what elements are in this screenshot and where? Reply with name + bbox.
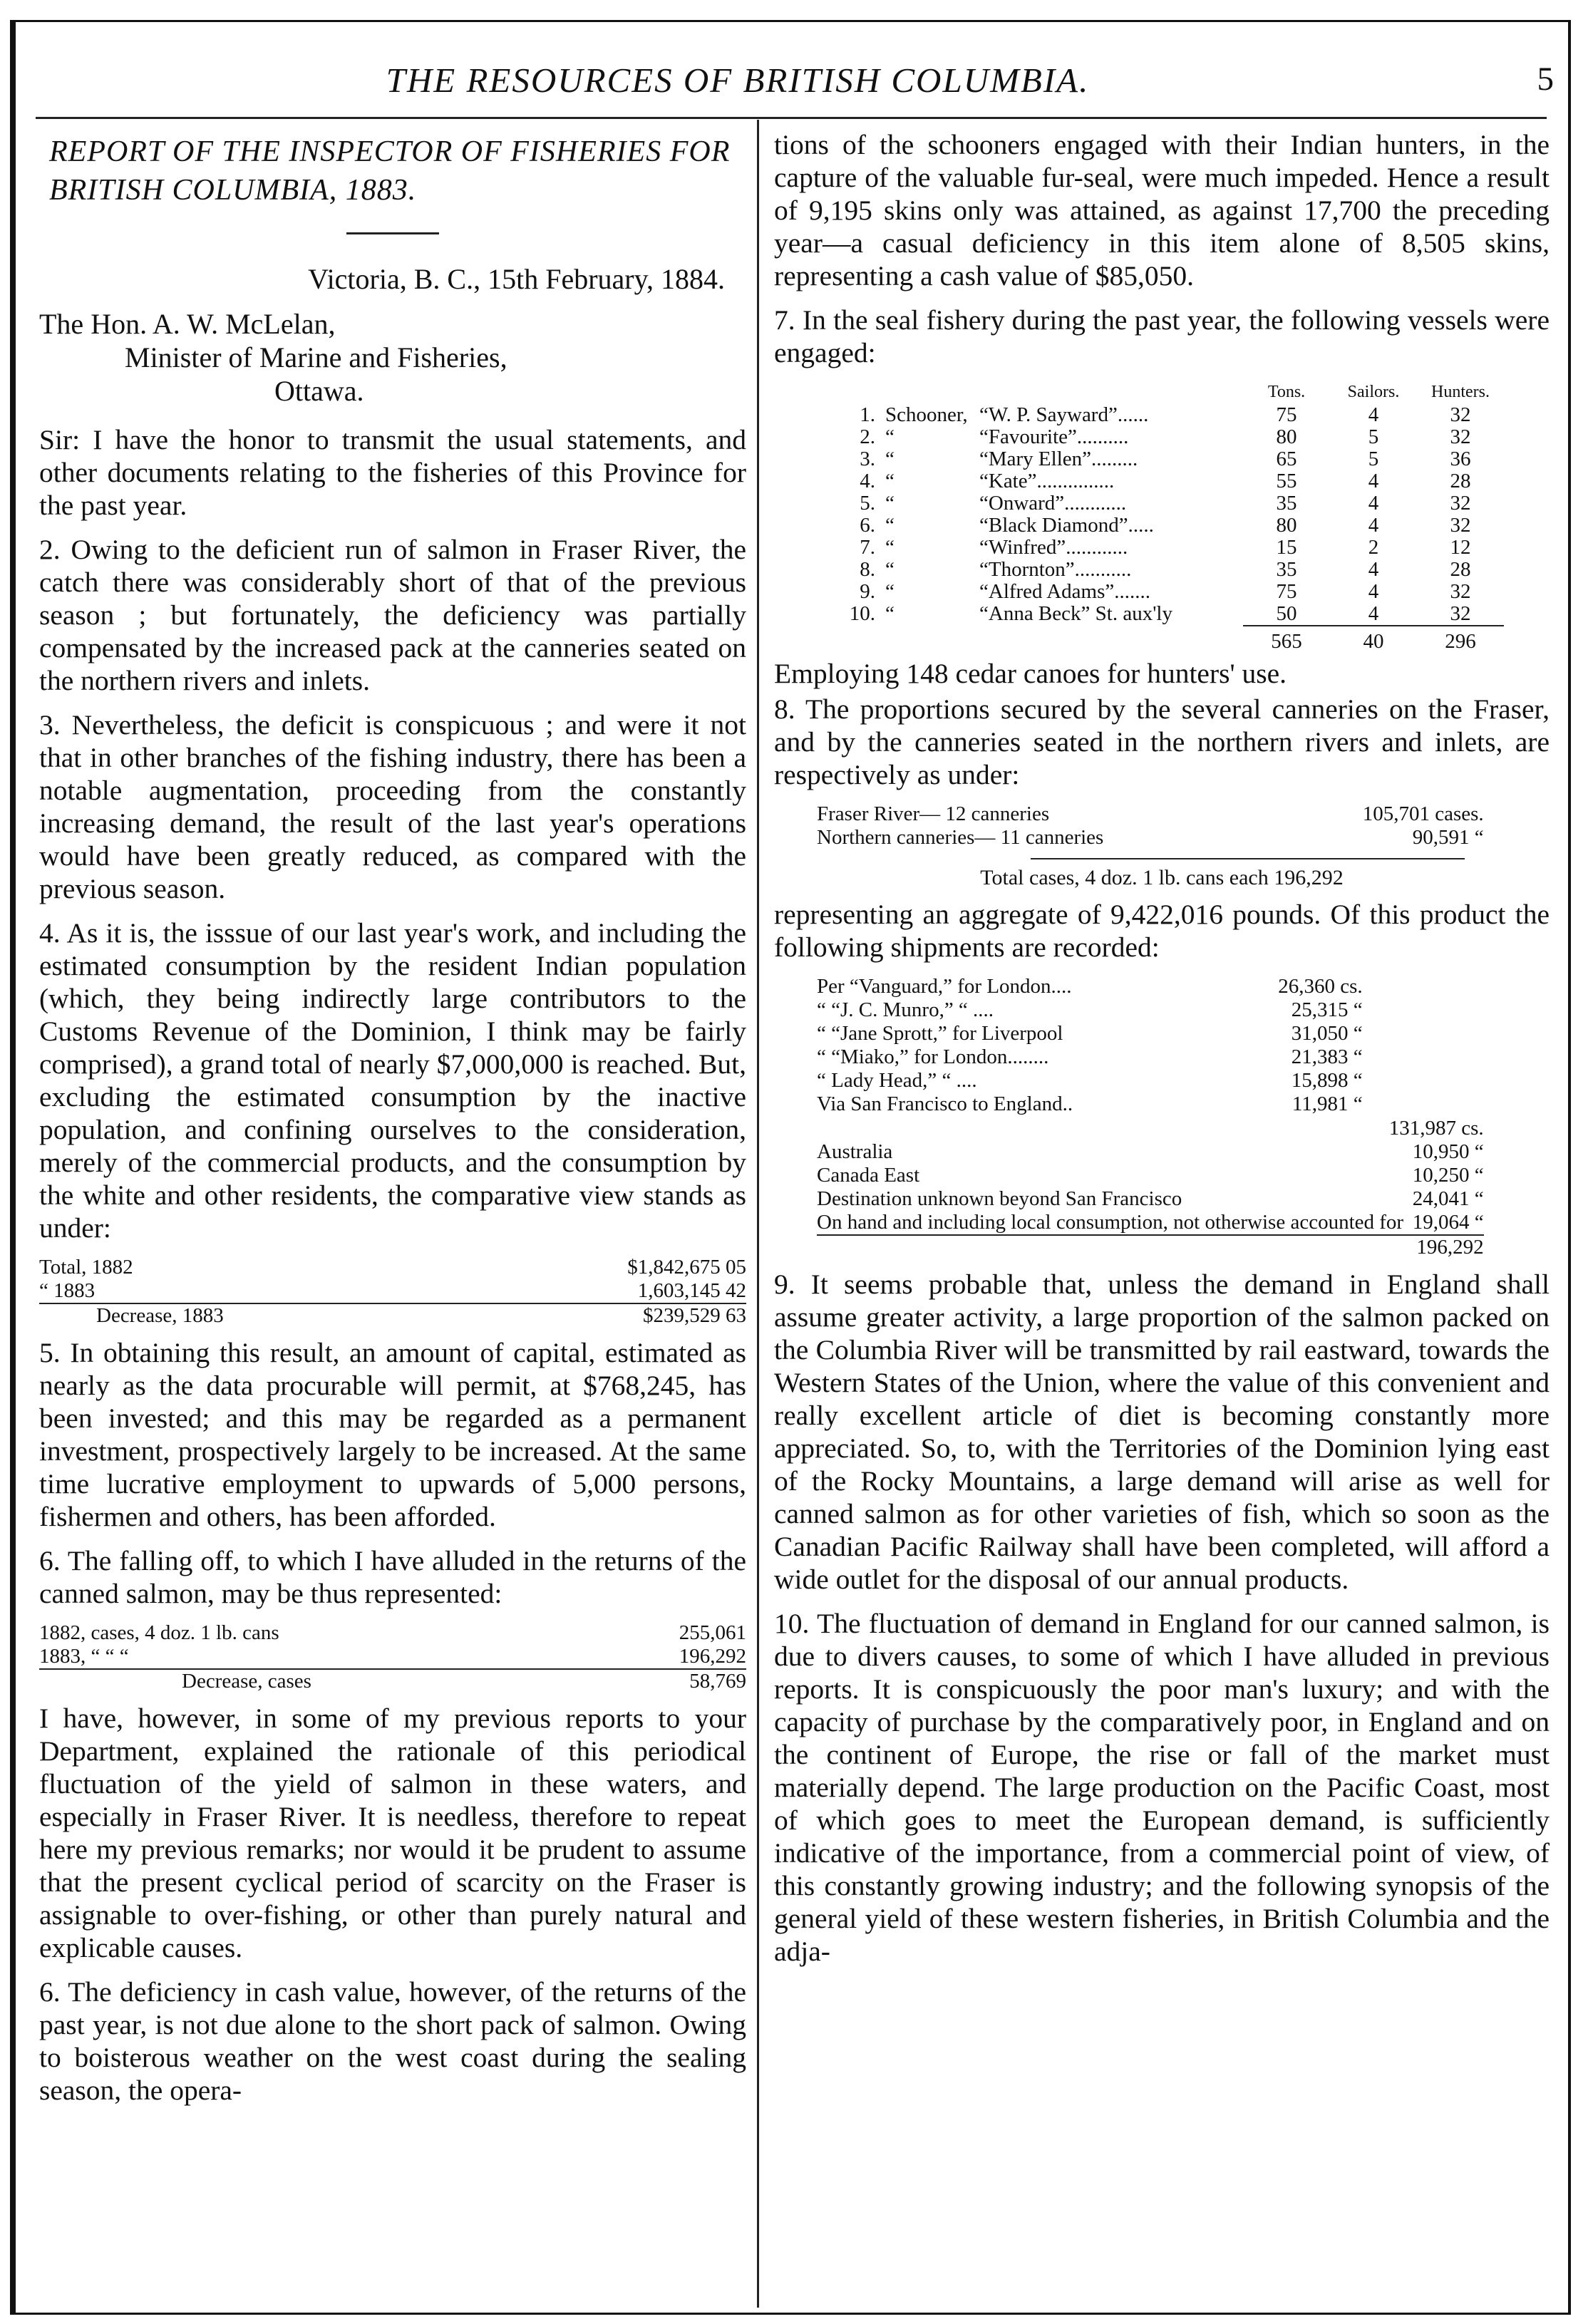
vessel-name: “Alfred Adams”....... [979, 580, 1150, 603]
paragraph-2: 2. Owing to the deficient run of salmon in Fraser River, the catch there was considerably short of that of the previous season ; but fortunately, the deficiency was partially compensated by the increased pack at the canneries seated on the northern rivers and inlets. [39, 534, 746, 696]
shipments-subtotal: 131,987 cs. [1388, 1117, 1484, 1140]
row-value: 105,701 cases. [1362, 802, 1484, 825]
vessel-hunters: 32 [1450, 425, 1471, 448]
vessel-number: 4. [860, 470, 875, 492]
table-row [824, 603, 1504, 626]
shipment-value: 31,050 “ [1291, 1022, 1363, 1045]
table-row [817, 1187, 1484, 1211]
vessel-type: “ [885, 536, 895, 559]
vessel-tons: 75 [1276, 580, 1297, 603]
row-value: 255,061 [679, 1621, 746, 1644]
row-label: Northern canneries— 11 canneries [817, 826, 1104, 849]
vessel-sailors: 4 [1368, 403, 1379, 426]
dateline: Victoria, B. C., 15th February, 1884. [308, 263, 725, 295]
addressee-city: Ottawa. [274, 375, 364, 407]
table-row [824, 537, 1504, 559]
total-value: 58,769 [607, 1669, 746, 1693]
vessel-sailors: 4 [1368, 558, 1379, 581]
row-value: $1,842,675 05 [627, 1256, 746, 1279]
destination-value: 10,250 “ [1412, 1164, 1484, 1187]
table-total-row [39, 1669, 746, 1693]
vessel-sailors: 4 [1368, 470, 1379, 492]
total-label: Decrease, 1883 [39, 1303, 469, 1328]
canneries-rule [1031, 858, 1465, 859]
shipment-label: Via San Francisco to England.. [817, 1093, 1073, 1115]
paragraph-salutation: Sir: I have the honor to transmit the usual statements, and other documents relating to the fisheries of this Province for the past year. [39, 424, 746, 521]
paragraph-deficiency: 6. The deficiency in cash value, however, of the returns of the past year, is not due alone to the short pack of salmon. Owing to boisterous weather on the west coast during the sealing season, the opera- [39, 1976, 746, 2106]
vessel-hunters: 28 [1450, 470, 1471, 492]
destination-label: Destination unknown beyond San Francisco [817, 1187, 1182, 1210]
vessel-number: 5. [860, 492, 875, 515]
vessel-tons: 15 [1276, 536, 1297, 559]
table-row [817, 975, 1484, 998]
row-label: “ 1883 [39, 1279, 96, 1302]
column-header-tons: Tons. [1267, 383, 1306, 401]
table-row [817, 1211, 1484, 1235]
vessel-name: “Black Diamond”..... [979, 514, 1154, 537]
table-row [824, 515, 1504, 537]
paragraph-4: 4. As it is, the isssue of our last year's work, and including the estimated consumption by the resident Indian population (which, they being indirectly large contributors to the Customs Revenue of the Dominion, I think may be fairly comprised), a grand total of nearly $7,000,000 is reached. But, excluding the estimated consumption by the inactive population, and confining ourselves to the consideration, merely of the commercial products, and the consumption by the white and other residents, the comparative view stands as under: [39, 917, 746, 1244]
vessel-type: “ [885, 580, 895, 603]
table-row [817, 826, 1484, 849]
destination-label: On hand and including local consumption, not otherwise accounted for [817, 1211, 1404, 1234]
row-label: 1882, cases, 4 doz. 1 lb. cans [39, 1621, 279, 1644]
canneries-total: Total cases, 4 doz. 1 lb. cans each 196,292 [980, 866, 1344, 889]
vessel-number: 2. [860, 425, 875, 448]
paragraph-aggregate: representing an aggregate of 9,422,016 pounds. Of this product the following shipments are recorded: [774, 899, 1550, 963]
vessel-type: “ [885, 492, 895, 515]
addressee-name: The Hon. A. W. McLelan, [39, 308, 336, 340]
total-value: $239,529 63 [469, 1303, 746, 1328]
vessel-hunters: 32 [1450, 514, 1471, 537]
shipment-label: “ Lady Head,” “ .... [817, 1069, 977, 1092]
addressee-office: Minister of Marine and Fisheries, [125, 341, 507, 373]
row-value: 1,603,145 42 [637, 1279, 746, 1302]
table-row [817, 1069, 1484, 1093]
table-row [39, 1621, 746, 1645]
canneries-table [817, 802, 1484, 849]
vessel-sailors: 5 [1368, 448, 1379, 470]
vessel-tons: 80 [1276, 425, 1297, 448]
table-row [39, 1279, 746, 1303]
total-tons: 565 [1243, 626, 1330, 653]
table-row [39, 1645, 746, 1669]
shipment-label: “ “Jane Sprott,” for Liverpool [817, 1022, 1063, 1045]
table-row [39, 1256, 746, 1279]
shipment-label: “ “Miako,” for London........ [817, 1045, 1049, 1068]
vessel-name: “Mary Ellen”......... [979, 448, 1138, 470]
vessel-type: “ [885, 514, 895, 537]
grand-total: 196,292 [1411, 1235, 1483, 1259]
header-rule [36, 117, 1547, 119]
row-label: Total, 1882 [39, 1256, 133, 1279]
vessel-hunters: 32 [1450, 403, 1471, 426]
vessel-tons: 65 [1276, 448, 1297, 470]
left-column [39, 128, 746, 2118]
vessel-tons: 35 [1276, 492, 1297, 515]
vessel-sailors: 4 [1368, 492, 1379, 515]
paragraph-9: 9. It seems probable that, unless the demand in England shall assume greater activity, a large proportion of the salmon packed on the Columbia River will be transmitted by rail eastward, towards the Western States of the Union, where the value of this convenient and really excellent article of diet is becoming constantly more appreciated. So, to, with the Territories of the Dominion lying east of the Rocky Mountains, a large demand will arise as well for canned salmon as for other varieties of fish, which so soon as the Canadian Pacific Railway shall have been completed, will afford a wide outlet for the disposal of our annual products. [774, 1269, 1550, 1595]
vessel-hunters: 12 [1450, 536, 1471, 559]
paragraph-canoes: Employing 148 cedar canoes for hunters' use. [774, 658, 1287, 689]
table-row [824, 470, 1504, 492]
vessel-number: 9. [860, 580, 875, 603]
running-title: THE RESOURCES OF BRITISH COLUMBIA. [386, 61, 1090, 100]
vessel-hunters: 28 [1450, 558, 1471, 581]
shipments-table [817, 975, 1484, 1116]
paragraph-6: 6. The falling off, to which I have alluded in the returns of the canned salmon, may be thus represented: [39, 1545, 746, 1609]
vessel-type: “ [885, 448, 895, 470]
vessel-name: “Anna Beck” St. aux'ly [979, 602, 1172, 625]
vessel-type: “ [885, 470, 895, 492]
vessel-type: Schooner, [885, 403, 968, 426]
table-total-row [817, 1235, 1484, 1259]
table-row [817, 1022, 1484, 1045]
vessel-number: 1. [860, 403, 875, 426]
paragraph-10: 10. The fluctuation of demand in England for our canned salmon, is due to divers causes, to some of which I have alluded in previous reports. It is conspicuously the poor man's luxury; and with the capacity of purchase by the comparatively poor, in England and on the continent of Europe, the rise or fall of the market must materially depend. The large production on the Pacific Coast, most of which goes to meet the European demand, is sufficiently indicative of the importance, from a commercial point of view, of this constantly growing industry; and the following synopsis of the general yield of these western fisheries, in British Columbia and the adja- [774, 1608, 1550, 1967]
vessel-number: 8. [860, 558, 875, 581]
vessel-name: “Favourite”.......... [979, 425, 1129, 448]
column-header-sailors: Sailors. [1347, 383, 1400, 401]
total-sailors: 40 [1330, 626, 1417, 653]
paragraph-continued: tions of the schooners engaged with their Indian hunters, in the capture of the valuable fur-seal, were much impeded. Hence a result of 9,195 skins only was attained, as against 17,700 the preceding year—a casual deficiency in this item alone of 8,505 skins, representing a cash value of $85,050. [774, 129, 1550, 291]
vessel-number: 3. [860, 448, 875, 470]
destination-value: 19,064 “ [1412, 1211, 1484, 1234]
vessel-sailors: 2 [1368, 536, 1379, 559]
vessel-sailors: 4 [1368, 580, 1379, 603]
shipment-label: Per “Vanguard,” for London.... [817, 975, 1072, 998]
destination-label: Canada East [817, 1164, 920, 1187]
column-divider [757, 120, 759, 2308]
table-row [824, 492, 1504, 515]
table-row [817, 1045, 1484, 1069]
table-row [824, 559, 1504, 581]
paragraph-8: 8. The proportions secured by the several canneries on the Fraser, and by the canneries seated in the northern rivers and inlets, are respectively as under: [774, 693, 1550, 790]
table-total-row [824, 626, 1504, 653]
paragraph-7: 7. In the seal fishery during the past year, the following vessels were engaged: [774, 304, 1550, 368]
vessel-name: “Thornton”........... [979, 558, 1132, 581]
table-row [824, 426, 1504, 448]
vessel-hunters: 36 [1450, 448, 1471, 470]
right-column [774, 128, 1550, 1979]
vessel-hunters: 32 [1450, 602, 1471, 625]
vessel-tons: 55 [1276, 470, 1297, 492]
table-row [824, 581, 1504, 603]
destinations-table [817, 1140, 1484, 1259]
vessel-number: 7. [860, 536, 875, 559]
running-header [0, 60, 1593, 110]
table-row [824, 404, 1504, 426]
shipment-value: 26,360 cs. [1278, 975, 1363, 998]
paragraph-rationale: I have, however, in some of my previous reports to your Department, explained the rationale of this periodical fluctuation of the yield of salmon in these waters, and especially in Fraser River. It is needless, therefore to repeat here my previous remarks; nor would it be prudent to assume that the present cyclical period of scarcity on the Fraser is assignable to over-fishing, or other than purely natural and explicable causes. [39, 1703, 746, 1963]
total-label: Decrease, cases [39, 1669, 607, 1693]
shipment-label: “ “J. C. Munro,” “ .... [817, 998, 994, 1021]
vessel-hunters: 32 [1450, 492, 1471, 515]
page-number: 5 [1537, 61, 1554, 98]
total-hunters: 296 [1417, 626, 1504, 653]
vessel-tons: 50 [1276, 602, 1297, 625]
table-row [817, 1164, 1484, 1187]
title-rule [346, 232, 439, 234]
vessel-tons: 75 [1276, 403, 1297, 426]
table-header-row [824, 381, 1504, 404]
addressee-block [39, 307, 746, 408]
vessel-sailors: 5 [1368, 425, 1379, 448]
shipment-value: 25,315 “ [1291, 998, 1363, 1021]
vessel-number: 10. [849, 602, 875, 625]
table-total-row [39, 1303, 746, 1328]
column-header-hunters: Hunters. [1431, 383, 1490, 401]
table-row [824, 448, 1504, 470]
table-row [817, 802, 1484, 826]
vessel-sailors: 4 [1368, 514, 1379, 537]
row-label: 1883, “ “ “ [39, 1645, 129, 1668]
row-value: 196,292 [679, 1645, 746, 1668]
cases-comparison-table [39, 1621, 746, 1693]
sealing-vessels-table [824, 381, 1504, 653]
table-row [817, 1093, 1484, 1116]
vessel-type: “ [885, 425, 895, 448]
value-comparison-table [39, 1256, 746, 1328]
vessel-name: “W. P. Sayward”...... [979, 403, 1149, 426]
vessel-type: “ [885, 558, 895, 581]
row-label: Fraser River— 12 canneries [817, 802, 1050, 825]
destination-value: 24,041 “ [1412, 1187, 1484, 1210]
report-title: REPORT OF THE INSPECTOR OF FISHERIES FOR BRITISH COLUMBIA, 1883. [49, 135, 731, 207]
paragraph-3: 3. Nevertheless, the deficit is conspicuous ; and were it not that in other branches of the fishing industry, there has been a notable augmentation, proceeding from the constantly increasing demand, the result of the last year's operations would have been greatly reduced, as compared with the previous season. [39, 709, 746, 904]
vessel-tons: 35 [1276, 558, 1297, 581]
vessel-name: “Kate”............... [979, 470, 1115, 492]
row-value: 90,591 “ [1412, 826, 1484, 849]
vessel-name: “Winfred”............ [979, 536, 1128, 559]
vessel-sailors: 4 [1368, 602, 1379, 625]
vessel-type: “ [885, 602, 895, 625]
vessel-tons: 80 [1276, 514, 1297, 537]
vessel-hunters: 32 [1450, 580, 1471, 603]
table-row [817, 1140, 1484, 1164]
table-row [817, 998, 1484, 1022]
shipment-value: 15,898 “ [1291, 1069, 1363, 1092]
shipment-value: 11,981 “ [1292, 1093, 1363, 1115]
destination-label: Australia [817, 1140, 893, 1163]
destination-value: 10,950 “ [1412, 1140, 1484, 1163]
vessel-number: 6. [860, 514, 875, 537]
paragraph-5: 5. In obtaining this result, an amount of capital, estimated as nearly as the data procurable will permit, at $768,245, has been invested; and this may be regarded as a permanent investment, prospectively largely to be increased. At the same time lucrative employment to upwards of 5,000 persons, fishermen and others, has been afforded. [39, 1337, 746, 1532]
vessel-name: “Onward”............ [979, 492, 1127, 515]
shipment-value: 21,383 “ [1291, 1045, 1363, 1068]
